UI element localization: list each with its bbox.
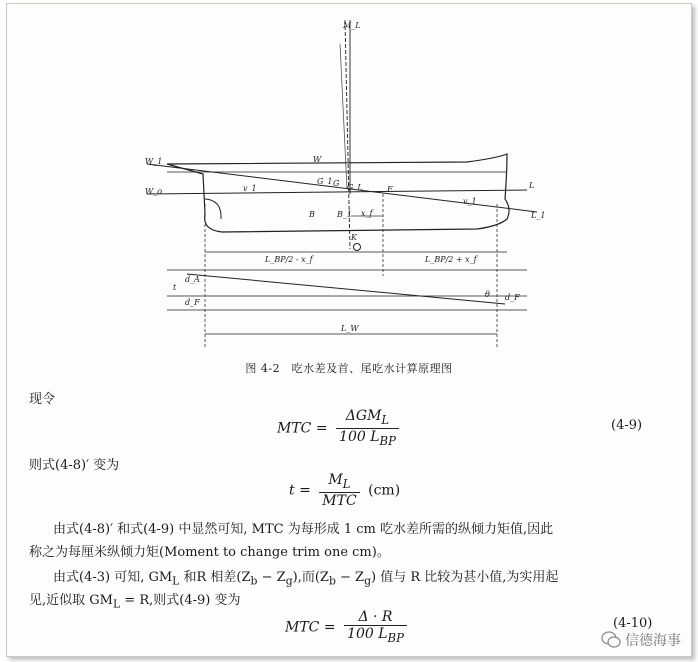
label-b: B: [309, 210, 315, 219]
paragraph-mtc-1: 由式(4-8)′ 和式(4-9) 中显然可知, MTC 为每形成 1 cm 吃水差所需的纵倾力矩值,因此: [53, 522, 554, 537]
label-wo: W_o: [145, 187, 163, 196]
trim-diagram: [7, 4, 691, 364]
label-k: K: [351, 233, 357, 242]
label-g1: G_1: [317, 177, 333, 186]
label-gl: G_L: [347, 183, 363, 192]
label-g: G: [333, 179, 340, 188]
equation-number-4-10: (4-10): [613, 616, 653, 631]
figure-caption: 图 4-2 吃水差及首、尾吃水计算原理图: [245, 362, 453, 375]
label-t: t: [173, 283, 177, 292]
label-lw: L_W: [341, 324, 359, 333]
paragraph-approx-2: 见,近似取 $GM_L = R$,则式(4-9) 变为: [29, 593, 241, 611]
paragraph-approx-1: 由式(4-3) 可知, $GM_L$ 和R 相差$(Z_b - Z_g)$,而$(Z_b - Z_g)$ 值与 R 比较为甚小值,为实用起: [53, 570, 559, 588]
label-dim-right: L_BP/2 + x_f: [425, 255, 477, 264]
wechat-icon: [601, 631, 621, 649]
label-xf: x_f: [361, 209, 373, 218]
paragraph-let: 现令: [29, 392, 56, 407]
paragraph-mtc-2: 称之为每厘米纵倾力矩(Moment to change trim one cm)。: [29, 545, 390, 560]
label-v1: v_1: [243, 184, 257, 193]
equation-4-10: MTC = $\frac{\Delta \cdot R}{100 L_{BP}}$: [285, 609, 411, 646]
label-lo: L: [529, 181, 535, 190]
watermark: 信德海事: [601, 630, 681, 650]
label-df: d_F: [185, 298, 200, 307]
label-ml: M_L: [343, 21, 361, 30]
equation-4-9: MTC = $\frac{\Delta GM_L}{100 L_{BP}}$: [277, 408, 403, 449]
label-da: d_A: [185, 275, 200, 284]
paragraph-becomes: 则式(4-8)′ 变为: [29, 458, 120, 473]
label-w: W: [313, 155, 322, 164]
label-dim-left: L_BP/2 - x_f: [265, 255, 313, 264]
label-angle: θ: [485, 290, 490, 299]
label-wl1: W_1: [145, 157, 163, 166]
label-l1: L_1: [531, 211, 546, 220]
label-dfr: d_F: [505, 293, 520, 302]
label-bl: B_1: [337, 210, 352, 219]
equation-number-4-9: (4-9): [611, 418, 643, 433]
label-f: F: [387, 185, 393, 194]
equation-trim: t = $\frac{M_L}{\text{MTC}}$ (cm): [289, 472, 401, 509]
book-page: [6, 3, 692, 657]
label-v2: v_1: [463, 197, 477, 206]
